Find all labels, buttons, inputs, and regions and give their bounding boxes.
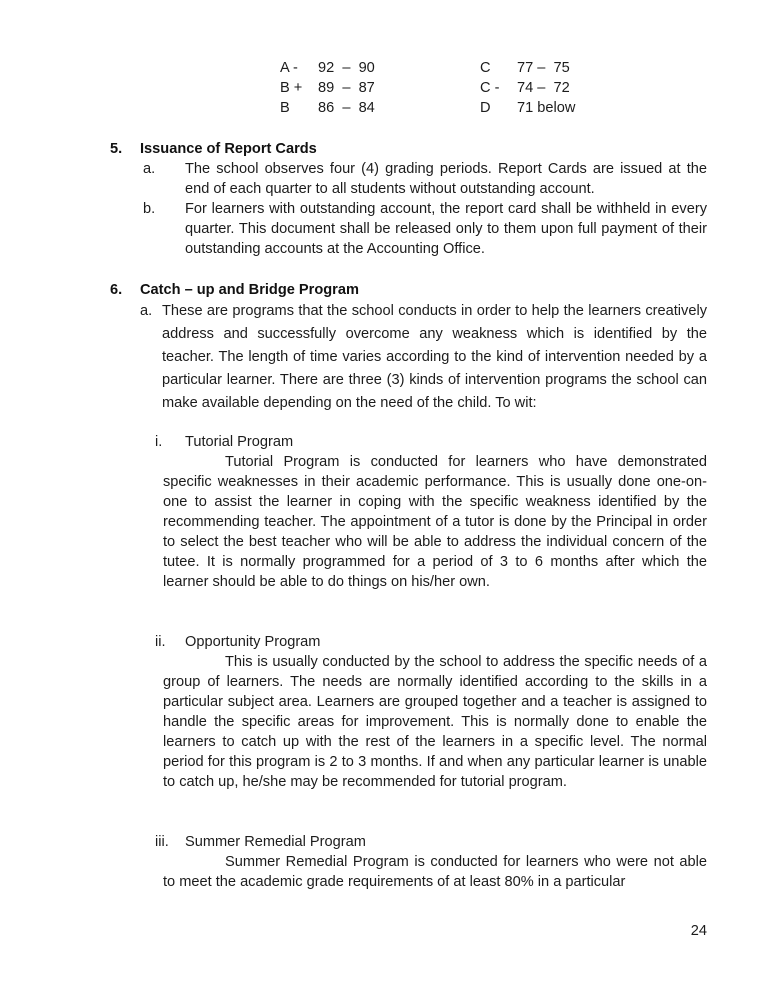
list-item-text: These are programs that the school conducts in order to help the learners creatively address and successfully overcome any weakness which is identified by the teacher. The length of time varies according to the kind of intervention needed by a particular learner. There are three (3) kinds of intervention programs the school can make available depending on the need of the child. To wit: — [162, 303, 707, 411]
grade-letter: C — [480, 60, 491, 76]
page-number: 24 — [690, 923, 707, 939]
program-title: Tutorial Program — [185, 434, 294, 450]
section-6-item-a — [140, 300, 707, 415]
grading-scale-table — [280, 58, 707, 118]
section-title: Issuance of Report Cards — [140, 141, 317, 157]
program-heading — [155, 432, 707, 452]
program-description: This is usually conducted by the school to address the specific needs of a group of learners. The needs are normally identified according to the skills in a particular subject area. Learners are grouped together and a teacher is assigned to handle the specific areas for improvement. This is normally done to enable the learners to catch up with the rest of the learners in a specific level. The normal period for this program is 2 to 3 months. If and when any particular learner is unable to catch up, he/she may be recommended for tutorial program. — [163, 654, 707, 790]
program-title: Opportunity Program — [185, 634, 321, 650]
section-5-item-b — [143, 199, 707, 259]
list-item-label: a. — [143, 161, 156, 177]
section-6-heading — [110, 280, 707, 300]
grade-range: 86 – 84 — [318, 100, 375, 116]
grade-letter: A - — [280, 60, 298, 76]
section-5-heading — [110, 139, 707, 159]
program-heading — [155, 832, 707, 852]
grade-range: 77 – 75 — [517, 60, 570, 76]
grade-range: 89 – 87 — [318, 80, 375, 96]
program-summer-remedial — [155, 832, 707, 892]
grade-row — [280, 78, 707, 98]
grade-range: 92 – 90 — [318, 60, 375, 76]
list-item-label: a. — [140, 303, 153, 319]
intervention-programs — [155, 432, 707, 892]
roman-numeral-label: i. — [155, 434, 163, 450]
grade-row — [280, 58, 707, 78]
grade-letter: D — [480, 100, 491, 116]
list-item-label: b. — [143, 201, 156, 217]
grade-row — [280, 98, 707, 118]
grade-letter: C - — [480, 80, 500, 96]
grade-range: 71 below — [517, 100, 576, 116]
list-item-text: The school observes four (4) grading periods. Report Cards are issued at the end of each quarter to all students without outstanding account. — [185, 161, 707, 197]
program-title: Summer Remedial Program — [185, 834, 366, 850]
section-number: 5. — [110, 141, 123, 157]
roman-numeral-label: ii. — [155, 634, 166, 650]
grade-range: 74 – 72 — [517, 80, 570, 96]
grade-letter: B — [280, 100, 290, 116]
section-number: 6. — [110, 282, 123, 298]
program-description: Tutorial Program is conducted for learners who have demonstrated specific weaknesses in their academic performance. This is usually done one-on-one to assist the learner in coping with the specific weakness identified by the recommending teacher. The appointment of a tutor is done by the Principal in order to select the best teacher who will be able to address the individual concern of the tutee. It is normally programmed for a period of 3 to 6 months after which the learner should be able to do things on his/her own. — [163, 454, 707, 590]
list-item-text: For learners with outstanding account, the report card shall be withheld in every quarter. This document shall be released only to them upon full payment of their outstanding accounts at the Accounting Office. — [185, 201, 707, 257]
section-5-item-a — [143, 159, 707, 199]
program-heading — [155, 632, 707, 652]
program-tutorial — [155, 432, 707, 592]
roman-numeral-label: iii. — [155, 834, 169, 850]
grade-letter: B + — [280, 80, 303, 96]
section-title: Catch – up and Bridge Program — [140, 282, 359, 298]
program-description: Summer Remedial Program is conducted for learners who were not able to meet the academic grade requirements of at least 80% in a particular — [163, 854, 707, 890]
program-opportunity — [155, 632, 707, 792]
